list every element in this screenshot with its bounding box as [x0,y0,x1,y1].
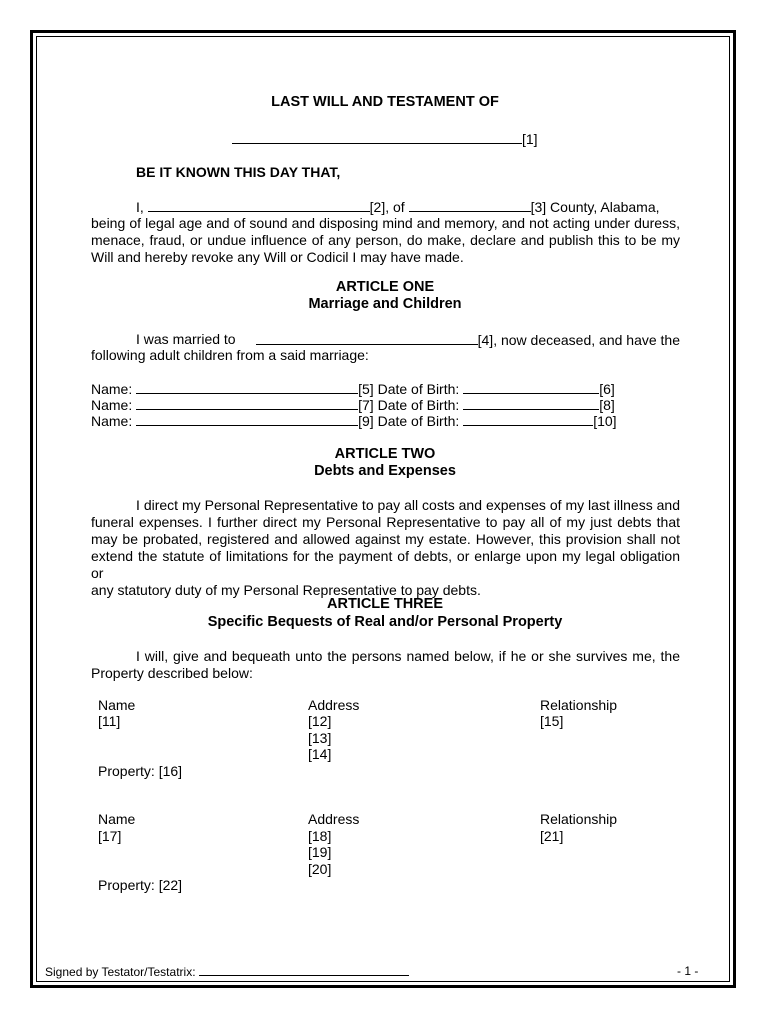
testator-name-field[interactable] [232,130,538,148]
child-dob-label: [5] Date of Birth: [358,381,460,397]
child-name-label: Name: [91,413,133,429]
bequest-property-field[interactable]: Property: [16] [98,763,183,779]
intro-line: menace, fraud, or undue influence of any person, do make, declare and publish this to be my [91,232,680,248]
child-dob-blank[interactable] [463,396,599,410]
children-intro: following adult children from a said marriage: [91,347,369,363]
bequest-name-label: Name [98,697,136,713]
debts-line: any statutory duty of my Personal Representative to pay debts. [91,582,481,598]
article-three-heading: ARTICLE THREE [327,596,443,612]
child-row [91,412,617,430]
bequest-address-field[interactable]: [14] [308,746,332,762]
bequest-paragraph [91,648,680,682]
intro-tag3: [3] County, Alabama, [530,199,660,215]
bequest-name-field[interactable]: [11] [98,713,121,729]
signature-line [45,964,409,979]
married-end: [4], now deceased, and have the [477,332,680,348]
child-dob-tag: [8] [599,397,615,413]
article-two-subheading: Debts and Expenses [314,463,456,479]
bequest-name-field[interactable]: [17] [98,828,122,844]
spouse-blank[interactable] [256,331,478,345]
bequest-name-label: Name [98,811,136,827]
debts-line: may be probated, registered and allowed against my estate. However, this provision shall not [91,531,680,547]
bequest-relationship-label: Relationship [540,811,618,827]
child-name-label: Name: [91,397,133,413]
child-dob-blank[interactable] [463,412,593,426]
intro-i: I, [136,199,144,215]
signature-label: Signed by Testator/Testatrix: [45,965,196,979]
intro-first-line [136,198,680,216]
child-dob-label: [9] Date of Birth: [358,413,460,429]
bequest-address-field[interactable]: [12] [308,713,332,729]
bequest-address-field[interactable]: [18] [308,828,332,844]
child-dob-tag: [6] [599,381,615,397]
child-name-blank[interactable] [136,380,358,394]
debts-paragraph [91,497,680,599]
child-dob-label: [7] Date of Birth: [358,397,460,413]
bequest-relationship-field[interactable]: [21] [540,828,564,844]
document-title: LAST WILL AND TESTAMENT OF [271,94,499,110]
known-heading: BE IT KNOWN THIS DAY THAT, [136,164,341,180]
article-two-heading: ARTICLE TWO [334,446,436,462]
married-label: I was married to [136,331,236,347]
bequest-address-label: Address [308,697,360,713]
article-one-heading: ARTICLE ONE [335,279,435,295]
child-name-blank[interactable] [136,396,358,410]
intro-line: Will and hereby revoke any Will or Codicil I may have made. [91,249,464,265]
county-blank[interactable] [409,198,531,212]
intro-line: being of legal age and of sound and disposing mind and memory, and not acting under duress, [91,215,680,231]
testator-blank[interactable] [148,198,370,212]
bequest-relationship-label: Relationship [540,697,618,713]
child-name-label: Name: [91,381,133,397]
bequest-address-label: Address [308,811,360,827]
page-number: - 1 - [677,964,699,978]
child-dob-blank[interactable] [463,380,599,394]
bequest-address-field[interactable]: [20] [308,861,332,877]
intro-paragraph [91,215,680,266]
intro-tag2: [2], of [369,199,405,215]
debts-line: I direct my Personal Representative to pay all costs and expenses of my last illness and [136,497,680,513]
bequest-address-field[interactable]: [19] [308,844,332,860]
bequest-relationship-field[interactable]: [15] [540,713,564,729]
testator-name-tag: [1] [522,131,538,147]
child-dob-tag: [10] [593,413,617,429]
bequest-line: Property described below: [91,665,253,681]
testator-name-blank[interactable] [232,130,522,144]
bequest-address-field[interactable]: [13] [308,730,332,746]
child-name-blank[interactable] [136,412,358,426]
bequest-property-field[interactable]: Property: [22] [98,877,183,893]
article-three-subheading: Specific Bequests of Real and/or Personal Property [207,614,563,630]
bequest-line: I will, give and bequeath unto the persons named below, if he or she survives me, the [136,648,680,664]
debts-line: extend the statute of limitations for the payment of debts, or enlarge upon my legal obligation or [91,548,680,581]
article-one-subheading: Marriage and Children [308,296,462,312]
signature-blank[interactable] [199,964,409,976]
debts-line: funeral expenses. I further direct my Personal Representative to pay all of my just debts that [91,514,680,530]
